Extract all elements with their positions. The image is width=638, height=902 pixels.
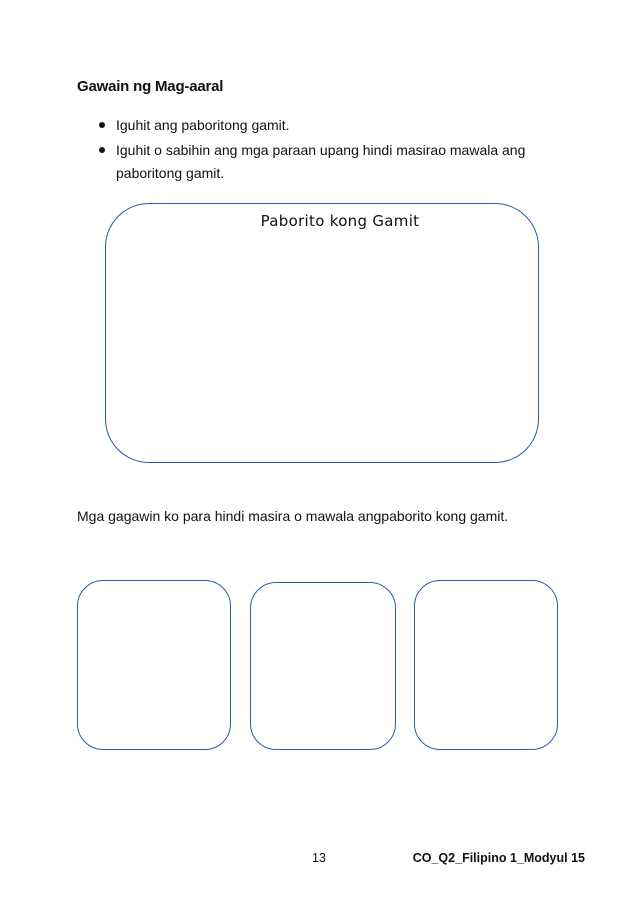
favorite-item-drawing-box[interactable] <box>105 203 539 463</box>
answer-box-2[interactable] <box>250 582 396 750</box>
instruction-list <box>96 114 566 187</box>
instruction-item <box>96 114 566 137</box>
page-number: 13 <box>312 851 326 865</box>
instruction-text: Iguhit ang paboritong gamit. <box>116 117 290 133</box>
bullet-icon <box>99 147 105 153</box>
drawing-box-title: Paborito kong Gamit <box>260 212 420 230</box>
instruction-text: Iguhit o sabihin ang mga paraan upang hindi masirao mawala ang paboritong gamit. <box>116 142 526 181</box>
answer-box-1[interactable] <box>77 580 231 750</box>
module-code: CO_Q2_Filipino 1_Modyul 15 <box>412 851 585 865</box>
answer-box-3[interactable] <box>414 580 558 750</box>
instruction-item <box>96 139 566 185</box>
care-prompt: Mga gagawin ko para hindi masira o mawala angpaborito kong gamit. <box>77 508 509 524</box>
activity-heading: Gawain ng Mag-aaral <box>77 78 224 95</box>
bullet-icon <box>99 122 105 128</box>
